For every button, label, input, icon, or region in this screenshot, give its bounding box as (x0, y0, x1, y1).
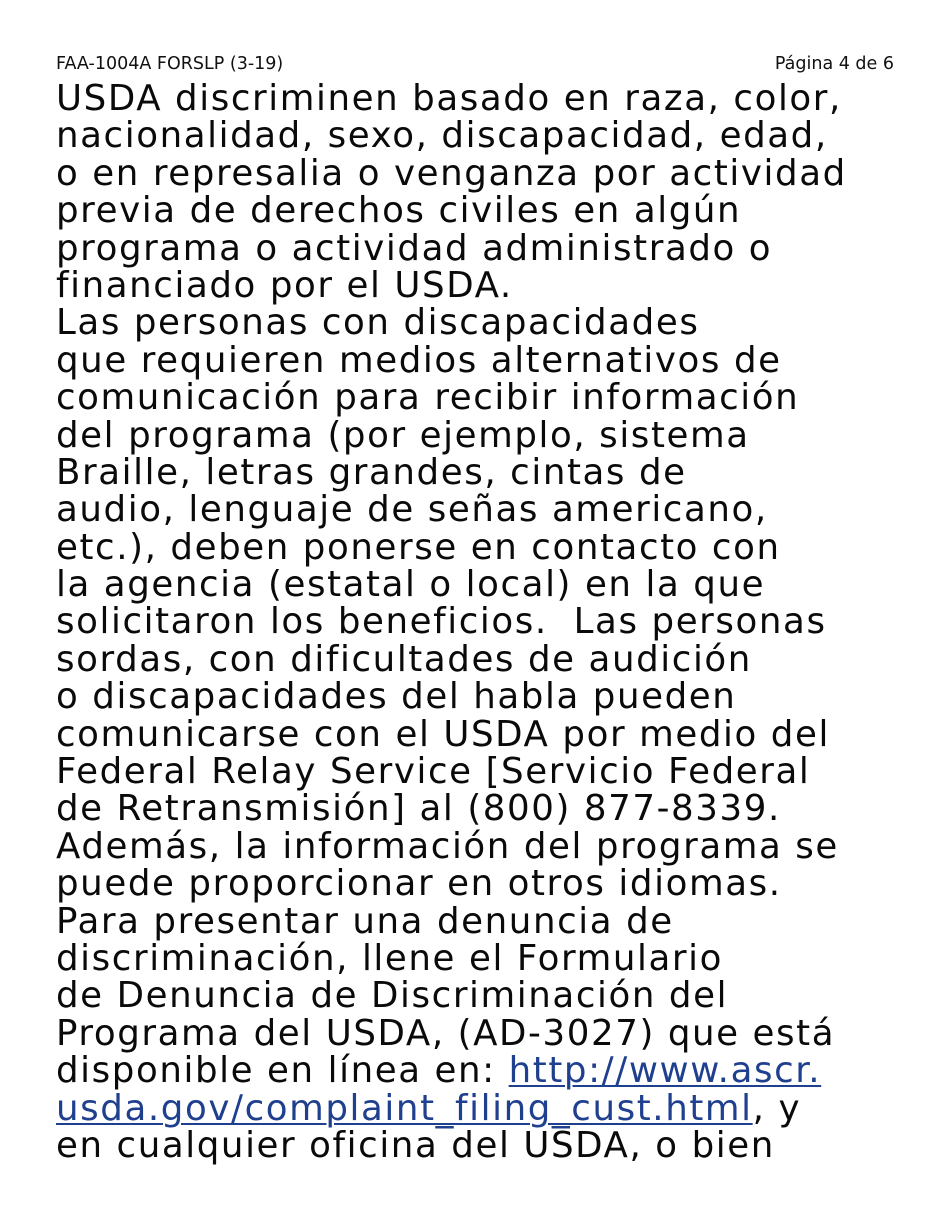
page-header (56, 52, 894, 76)
text-line-with-link (56, 1087, 916, 1129)
text-line: programa o actividad administrado o (56, 227, 773, 269)
text-line: Para presentar una denuncia de (56, 900, 674, 942)
text-line: discriminación, llene el Formulario (56, 937, 723, 979)
page-number: Página 4 de 6 (774, 54, 894, 74)
text-line: financiado por el USDA. (56, 264, 513, 306)
text-line: que requieren medios alternativos de (56, 339, 782, 381)
text-line: Programa del USDA, (AD-3027) que está (56, 1012, 836, 1054)
text-line: Las personas con discapacidades (56, 302, 700, 344)
text-line: del programa (por ejemplo, sistema (56, 414, 750, 456)
text-line: Braille, letras grandes, cintas de (56, 451, 687, 493)
text-line: USDA discriminen basado en raza, color, (56, 78, 842, 119)
text-line: Federal Relay Service [Servicio Federal (56, 751, 811, 793)
text-line: puede proporcionar en otros idiomas. (56, 863, 782, 905)
text-line: de Retransmisión] al (800) 877-8339. (56, 788, 781, 830)
text-line: de Denuncia de Discriminación del (56, 975, 729, 1017)
text-line: solicitaron los beneficios. Las personas (56, 601, 827, 643)
form-identifier: FAA-1004A FORSLP (3-19) (56, 54, 284, 74)
complaint-form-link-part2[interactable]: usda.gov/complaint_filing_cust.html (56, 1087, 753, 1129)
body-text (56, 80, 916, 1164)
text-line: audio, lenguaje de señas americano, (56, 489, 768, 531)
text-line: la agencia (estatal o local) en la que (56, 564, 766, 606)
text-segment: disponible en línea en: (56, 1050, 509, 1092)
text-line: nacionalidad, sexo, discapacidad, edad, (56, 115, 828, 157)
text-line: sordas, con dificultades de audición (56, 638, 752, 680)
complaint-form-link-part1[interactable]: http://www.ascr. (508, 1050, 822, 1092)
text-line-with-link (56, 1050, 916, 1092)
text-line: o en represalia o venganza por actividad (56, 152, 847, 194)
text-line: en cualquier oficina del USDA, o bien (56, 1124, 775, 1166)
text-line: Además, la información del programa se (56, 825, 839, 867)
text-line: etc.), deben ponerse en contacto con (56, 526, 781, 568)
text-line: comunicarse con el USDA por medio del (56, 713, 830, 755)
text-segment: , y (752, 1087, 802, 1129)
text-line: previa de derechos civiles en algún (56, 190, 742, 232)
text-line: o discapacidades del habla pueden (56, 676, 737, 718)
text-line: comunicación para recibir información (56, 377, 800, 419)
